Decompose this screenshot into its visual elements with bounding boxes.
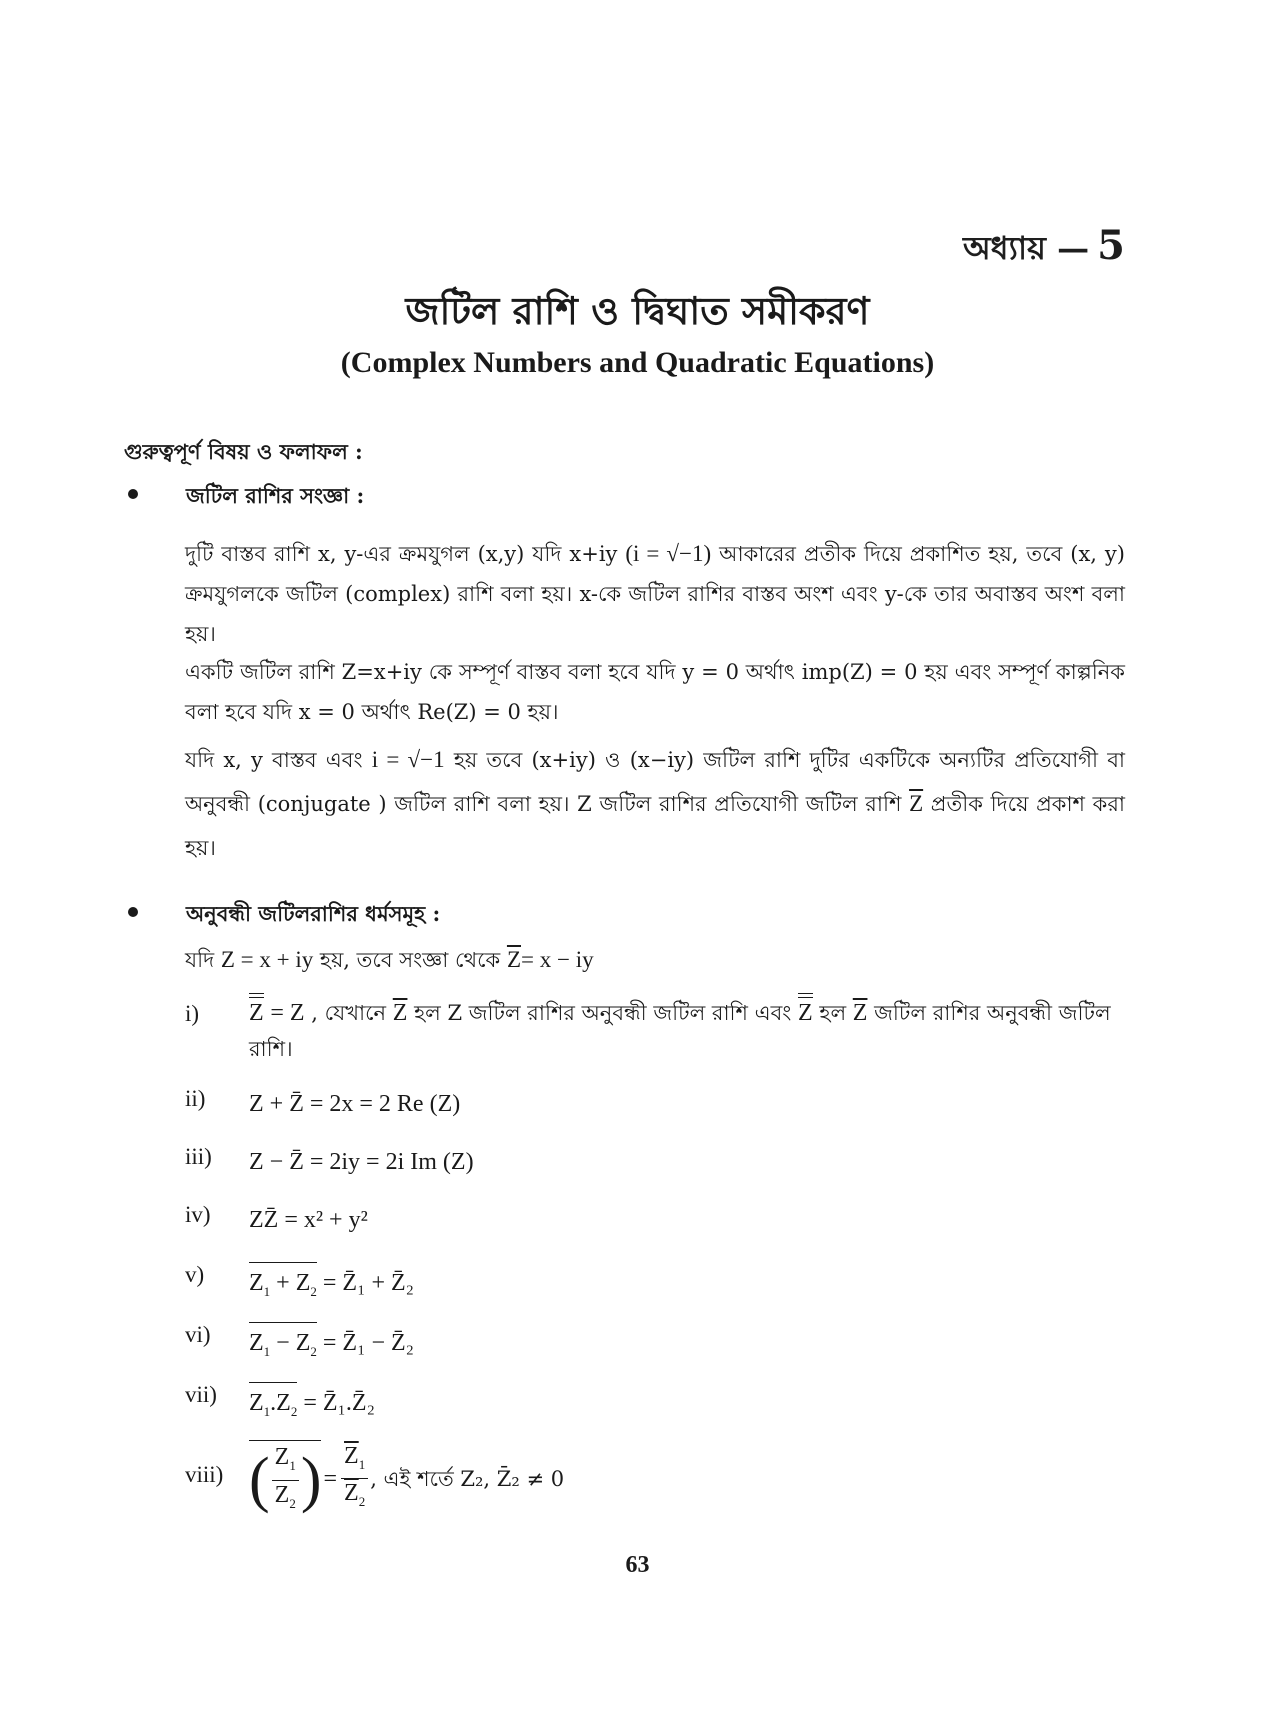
section1-title: জটিল রাশির সংজ্ঞা : — [186, 483, 365, 508]
left-paren-icon: ( — [249, 1446, 270, 1515]
section1-paragraph-1 — [185, 534, 1125, 654]
property-body — [249, 1322, 1125, 1370]
p3-text-a: যদি x, y বাস্তব এবং — [185, 748, 363, 772]
section1-heading — [128, 480, 364, 515]
property-roman: ii) — [185, 1086, 206, 1111]
property-iv — [185, 1202, 1125, 1238]
property-body — [249, 995, 1125, 1067]
intro-text-b: হয়, তবে সংজ্ঞা থেকে — [319, 948, 501, 972]
intro-text-c: = x − iy — [521, 947, 594, 972]
property-roman: iii) — [185, 1144, 212, 1169]
p1-text-a: দুটি বাস্তব রাশি x, y-এর ক্রমযুগল (x,y) যদি x+iy — [185, 542, 618, 566]
overlined-sum: $Z_1 + Z_2$ — [249, 1262, 317, 1310]
property-body — [249, 1440, 1125, 1518]
property-formula: ZZ̄ = x² + y² — [249, 1207, 368, 1233]
property-body — [249, 1262, 1125, 1310]
property-formula: = Z̄₁.Z̄₂ — [303, 1390, 375, 1416]
intro-z: Z = x + iy — [220, 947, 314, 972]
property-body — [249, 1382, 1125, 1430]
overlined-quotient — [249, 1440, 321, 1518]
z-bar: $\overline{Z}$ — [852, 1000, 868, 1026]
property-formula: = Z̄₁ − Z̄₂ — [322, 1330, 414, 1356]
property-roman: iv) — [185, 1202, 211, 1227]
bullet-icon — [128, 907, 138, 917]
intro-text-a: যদি — [185, 948, 215, 972]
p3-z-bar: $\overline{Z}$ — [909, 791, 924, 816]
double-bar-z: Z — [798, 995, 813, 1031]
section2-title: অনুবন্ধী জটিলরাশির ধর্মসমূহ : — [186, 901, 441, 926]
overlined-difference: $Z_1 - Z_2$ — [249, 1322, 317, 1370]
chapter-label-text: অধ্যায় — — [962, 229, 1090, 267]
p1-text-b: আকারের প্রতীক দিয়ে প্রকাশিত হয়, তবে (x, y) ক্রমযুগলকে জটিল (complex) রাশি বলা হয়। x-কে জটিল রাশির বাস্তব অংশ এবং y-কে তার অবাস্তব অংশ বলা হয়। — [185, 542, 1125, 646]
property-roman: vi) — [185, 1322, 211, 1347]
title-english: (Complex Numbers and Quadratic Equations) — [340, 346, 935, 379]
p3-text-c: প্রতীক দিয়ে প্রকাশ করা হয়। — [185, 792, 1125, 860]
z-bar: $\overline{Z}$ — [392, 1000, 408, 1026]
equals-sign: = — [323, 1465, 338, 1492]
note-b: হল Z জটিল রাশির অনুবন্ধী জটিল রাশি এবং — [414, 1001, 792, 1025]
fraction-bar: $\frac{\overline{Z}_1}{\overline{Z}_2}$ — [341, 1442, 368, 1517]
section2-heading — [128, 898, 440, 933]
property-roman: v) — [185, 1262, 205, 1287]
double-bar-z: Z — [249, 995, 264, 1031]
p3-text-b: হয় তবে (x+iy) ও (x−iy) জটিল রাশি দুটির একটিকে অন্যটির প্রতিযোগী বা অনুবন্ধী (conjugate ) জটিল রাশি বলা হয়। Z জটিল রাশির প্রতিযোগী জটিল রাশি — [185, 748, 1125, 816]
note-a: , যেখানে — [311, 1001, 387, 1025]
property-formula: = Z — [270, 1000, 305, 1026]
title-bengali: জটিল রাশি ও দ্বিঘাত সমীকরণ — [405, 288, 870, 333]
property-roman: i) — [185, 1001, 200, 1026]
property-roman: vii) — [185, 1382, 217, 1407]
bullet-icon — [128, 489, 138, 499]
property-vi — [185, 1322, 1125, 1370]
property-note: , এই শর্তে Z₂, Z̄₂ ≠ 0 — [370, 1466, 565, 1491]
key-points-heading: গুরুত্বপূর্ণ বিষয় ও ফলাফল : — [124, 439, 363, 464]
section1-paragraph-3 — [185, 738, 1125, 870]
property-formula: Z − Z̄ = 2iy = 2i Im (Z) — [249, 1149, 474, 1175]
property-iii — [185, 1144, 1125, 1180]
chapter-label — [963, 222, 1125, 277]
fraction: $\frac{Z_1}{Z_2}$ — [272, 1443, 299, 1518]
section2-intro — [185, 940, 1125, 980]
property-i — [185, 995, 1125, 1067]
p3-i-definition: i = √−1 — [371, 747, 445, 772]
property-ii — [185, 1086, 1125, 1122]
section1-paragraph-2: একটি জটিল রাশি Z=x+iy কে সম্পূর্ণ বাস্তব বলা হবে যদি y = 0 অর্থাৎ imp(Z) = 0 হয় এবং সম্পূর্ণ কাল্পনিক বলা হবে যদি x = 0 অর্থাৎ Re(Z) = 0 হয়। — [185, 660, 1125, 724]
right-paren-icon: ) — [300, 1446, 322, 1515]
intro-z-bar: $\overline{Z}$ — [506, 947, 521, 972]
p1-i-definition: (i = √−1) — [625, 541, 712, 566]
property-viii — [185, 1440, 1125, 1518]
page-number: 63 — [625, 1552, 650, 1578]
chapter-number: 5 — [1097, 222, 1125, 269]
note-c: হল — [819, 1001, 847, 1025]
note-d: জটিল রাশির অনুবন্ধী জটিল রাশি। — [249, 1001, 1111, 1061]
property-formula: = Z̄₁ + Z̄₂ — [322, 1270, 414, 1296]
property-vii — [185, 1382, 1125, 1430]
overlined-product: $Z_1.Z_2$ — [249, 1382, 297, 1430]
property-formula: Z + Z̄ = 2x = 2 Re (Z) — [249, 1091, 461, 1117]
property-roman: viii) — [185, 1462, 224, 1487]
property-v — [185, 1262, 1125, 1310]
